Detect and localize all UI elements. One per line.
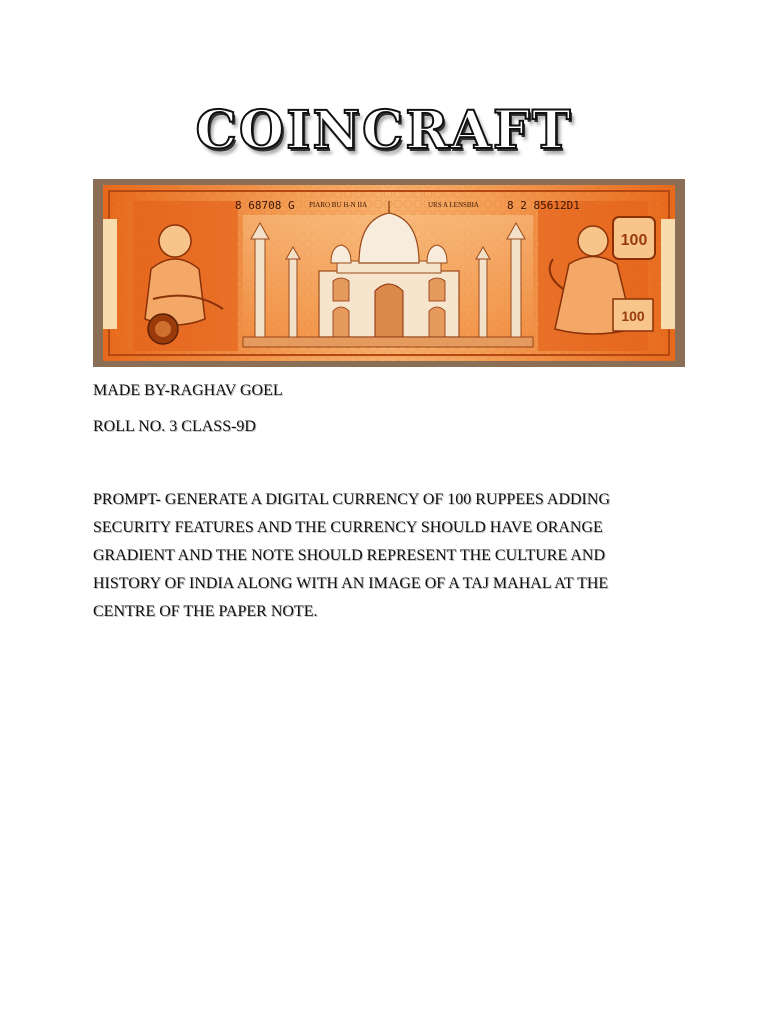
taj-mahal-illustration [243, 201, 533, 347]
banknote-image [93, 179, 685, 367]
denomination-bottom: 100 [621, 308, 645, 324]
microtext-left: PIARO BU H-N IIA [309, 201, 368, 209]
author-line: MADE BY-RAGHAV GOEL [93, 382, 283, 399]
microtext-right: URS A LENSBIA [428, 201, 479, 209]
banknote-artwork [93, 179, 685, 367]
roll-class-line: ROLL NO. 3 CLASS-9D [93, 418, 256, 435]
document-title: COINCRAFT [195, 100, 573, 161]
prompt-paragraph: PROMPT- GENERATE A DIGITAL CURRENCY OF 100 RUPPEES ADDING SECURITY FEATURES AND THE CURRENCY SHOULD HAVE ORANGE GRADIENT AND THE NOTE SHOULD REPRESENT THE CULTURE AND HISTORY OF INDIA ALONG WITH AN IMAGE OF A TAJ MAHAL AT THE CENTRE OF THE PAPER NOTE. [93, 491, 610, 620]
left-figure-panel [133, 201, 238, 351]
serial-right: 8 2 85612D1 [507, 199, 580, 212]
right-figure-panel [538, 201, 655, 351]
denomination-top: 100 [620, 232, 648, 249]
serial-left: 8 68708 G [235, 199, 295, 212]
